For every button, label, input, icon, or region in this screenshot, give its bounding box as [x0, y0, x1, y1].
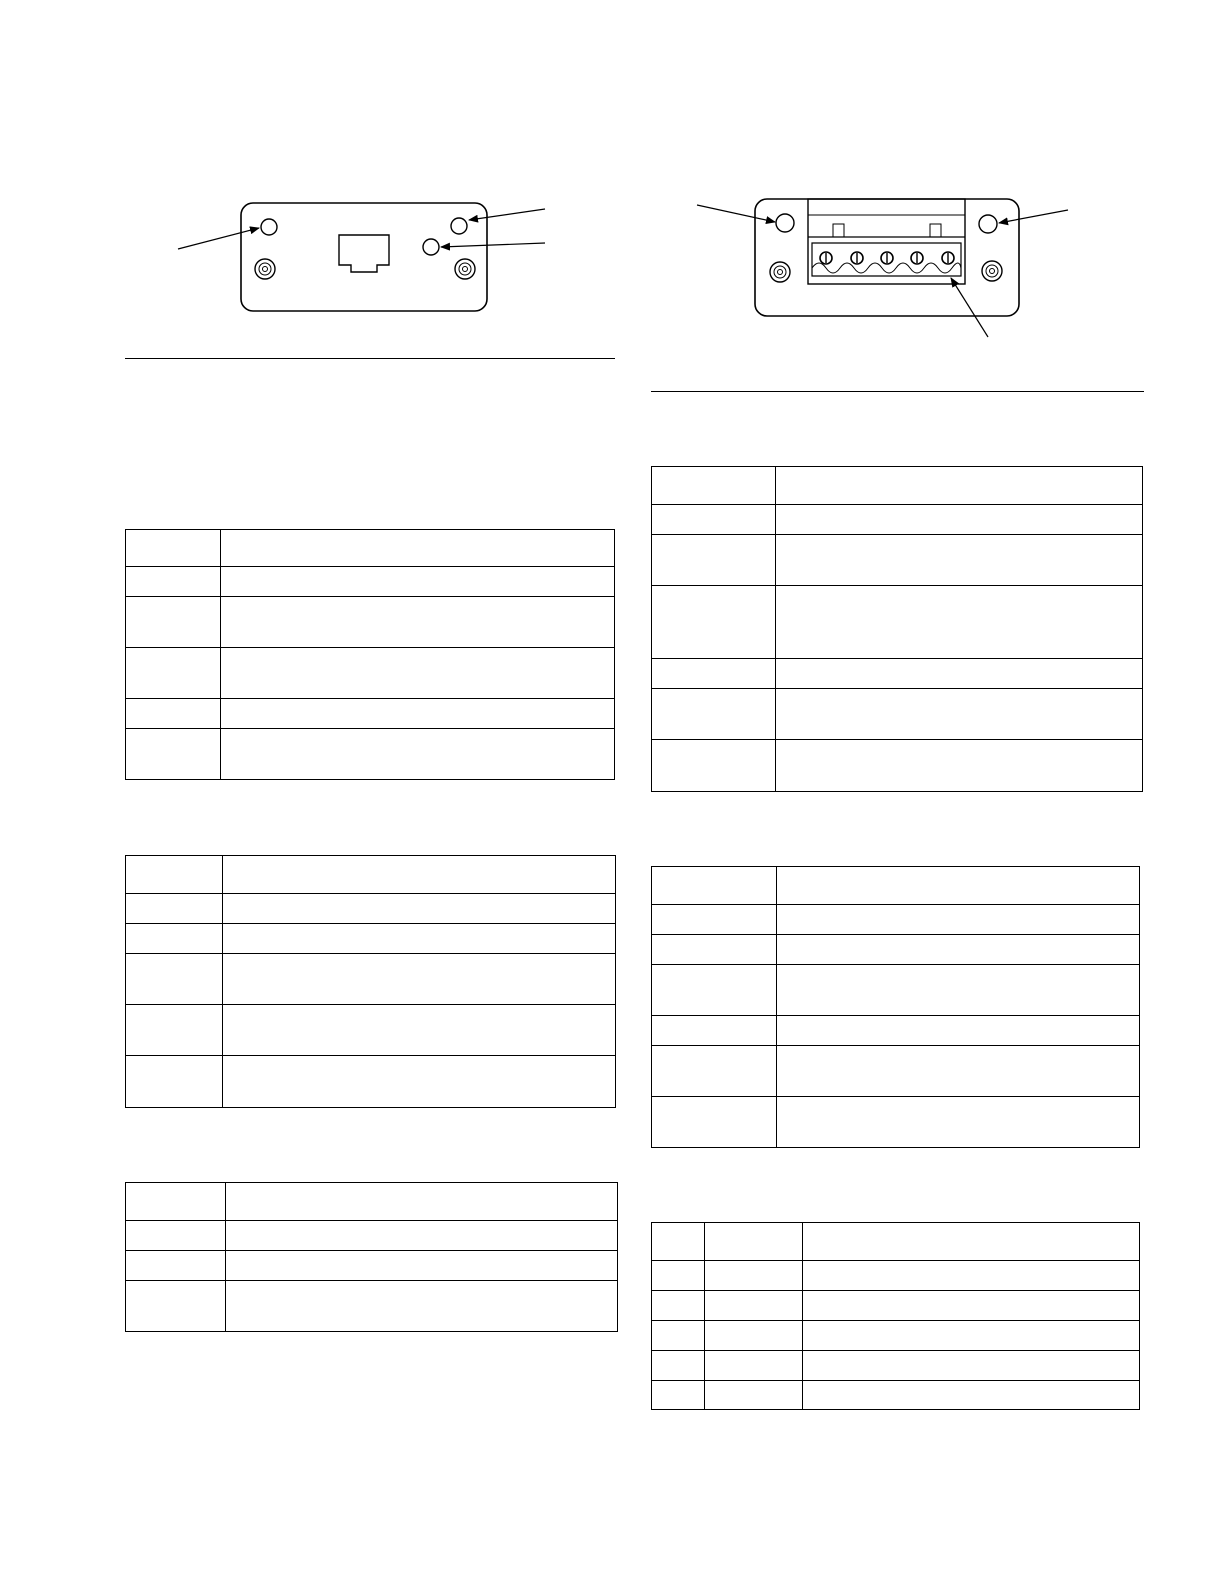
- table-cell: [705, 1351, 803, 1381]
- table-row: [652, 1016, 1140, 1046]
- table-row: [652, 1261, 1140, 1291]
- table-header-row: [652, 867, 1140, 905]
- table-cell: [126, 856, 223, 894]
- table-header-row: [126, 856, 616, 894]
- right-table-2: [651, 866, 1140, 1148]
- callout-arrow-left: [178, 228, 259, 249]
- table-row: [126, 648, 615, 699]
- terminal-block-module-diagram: [612, 0, 1224, 360]
- table-cell: [652, 659, 776, 689]
- table-cell: [776, 467, 1143, 505]
- table-cell: [803, 1291, 1140, 1321]
- table-cell: [126, 567, 221, 597]
- table-cell: [126, 954, 223, 1005]
- table-row: [652, 740, 1143, 792]
- callout-arrow-right-top: [469, 209, 545, 220]
- table-row: [126, 1056, 616, 1108]
- table-cell: [652, 586, 776, 659]
- table-row: [652, 1097, 1140, 1148]
- table-cell: [652, 1223, 705, 1261]
- table-row: [652, 535, 1143, 586]
- table-row: [652, 965, 1140, 1016]
- table-header-row: [652, 1223, 1140, 1261]
- table-cell: [126, 1251, 226, 1281]
- table-row: [126, 924, 616, 954]
- left-table-3: [125, 1182, 618, 1332]
- table-cell: [652, 1351, 705, 1381]
- table-cell: [777, 1046, 1140, 1097]
- table-cell: [705, 1291, 803, 1321]
- led-right-top: [451, 218, 467, 234]
- table-cell: [126, 729, 221, 780]
- screw-right-icon: [982, 261, 1002, 281]
- table-cell: [226, 1183, 618, 1221]
- table-cell: [126, 1005, 223, 1056]
- screw-left-icon: [255, 259, 275, 279]
- screw-right-icon: [455, 259, 475, 279]
- table-cell: [803, 1321, 1140, 1351]
- left-table-2: [125, 855, 616, 1108]
- section-divider-left: [125, 358, 615, 359]
- table-cell: [126, 1183, 226, 1221]
- table-cell: [777, 965, 1140, 1016]
- table-cell: [652, 1261, 705, 1291]
- table-cell: [652, 905, 777, 935]
- table-cell: [777, 1016, 1140, 1046]
- callout-arrow-right: [999, 210, 1068, 223]
- table-cell: [652, 505, 776, 535]
- led-left: [776, 214, 794, 232]
- table-cell: [221, 699, 615, 729]
- table-cell: [126, 699, 221, 729]
- table-cell: [776, 535, 1143, 586]
- table-cell: [652, 867, 777, 905]
- table-cell: [803, 1351, 1140, 1381]
- table-row: [652, 659, 1143, 689]
- table-cell: [705, 1321, 803, 1351]
- module-faceplate: [241, 203, 487, 311]
- table-row: [126, 1251, 618, 1281]
- led-left: [261, 219, 277, 235]
- table-row: [652, 586, 1143, 659]
- table-cell: [652, 740, 776, 792]
- table-cell: [221, 530, 615, 567]
- table-row: [652, 689, 1143, 740]
- table-row: [652, 935, 1140, 965]
- terminal-screw-1-icon: [820, 252, 832, 264]
- table-cell: [223, 954, 616, 1005]
- table-cell: [652, 1291, 705, 1321]
- table-cell: [705, 1381, 803, 1410]
- table-cell: [777, 1097, 1140, 1148]
- right-table-3: [651, 1222, 1140, 1410]
- table-cell: [221, 567, 615, 597]
- table-cell: [652, 467, 776, 505]
- table-cell: [777, 867, 1140, 905]
- terminal-screw-3-icon: [881, 252, 893, 264]
- led-right-bottom: [423, 239, 439, 255]
- screw-left-icon: [770, 262, 790, 282]
- table-cell: [226, 1221, 618, 1251]
- table-cell: [652, 1016, 777, 1046]
- table-cell: [223, 856, 616, 894]
- table-cell: [221, 597, 615, 648]
- led-right: [979, 215, 997, 233]
- table-cell: [221, 648, 615, 699]
- table-cell: [223, 894, 616, 924]
- table-cell: [126, 1056, 223, 1108]
- table-cell: [223, 924, 616, 954]
- table-cell: [652, 689, 776, 740]
- table-row: [652, 1046, 1140, 1097]
- table-cell: [776, 505, 1143, 535]
- table-cell: [652, 1381, 705, 1410]
- table-cell: [705, 1223, 803, 1261]
- rj45-port: [339, 235, 389, 272]
- callout-arrow-right-bottom: [441, 243, 545, 247]
- table-cell: [705, 1261, 803, 1291]
- table-row: [126, 699, 615, 729]
- table-row: [652, 1381, 1140, 1410]
- callout-arrow-terminal: [951, 278, 988, 337]
- table-cell: [126, 1281, 226, 1332]
- table-cell: [803, 1223, 1140, 1261]
- table-row: [126, 729, 615, 780]
- table-cell: [803, 1381, 1140, 1410]
- terminal-screw-4-icon: [911, 252, 923, 264]
- table-row: [126, 954, 616, 1005]
- table-cell: [126, 1221, 226, 1251]
- table-cell: [221, 729, 615, 780]
- table-row: [652, 1291, 1140, 1321]
- table-cell: [652, 1321, 705, 1351]
- table-cell: [652, 935, 777, 965]
- terminal-screw-5-icon: [942, 252, 954, 264]
- table-cell: [226, 1281, 618, 1332]
- table-cell: [226, 1251, 618, 1281]
- table-cell: [776, 586, 1143, 659]
- table-row: [126, 894, 616, 924]
- table-cell: [223, 1005, 616, 1056]
- table-row: [126, 1005, 616, 1056]
- table-cell: [652, 1046, 777, 1097]
- rj45-module-diagram: [0, 0, 612, 340]
- table-cell: [126, 894, 223, 924]
- left-table-1: [125, 529, 615, 780]
- table-cell: [803, 1261, 1140, 1291]
- table-cell: [126, 924, 223, 954]
- table-cell: [777, 935, 1140, 965]
- table-header-row: [126, 1183, 618, 1221]
- table-cell: [776, 659, 1143, 689]
- table-row: [126, 1281, 618, 1332]
- table-row: [652, 905, 1140, 935]
- terminal-block: [808, 199, 965, 284]
- table-header-row: [652, 467, 1143, 505]
- table-cell: [126, 648, 221, 699]
- section-divider-right: [651, 391, 1144, 392]
- table-row: [126, 597, 615, 648]
- table-cell: [776, 740, 1143, 792]
- table-cell: [652, 1097, 777, 1148]
- table-header-row: [126, 530, 615, 567]
- table-cell: [126, 597, 221, 648]
- right-table-1: [651, 466, 1143, 792]
- callout-arrow-left: [697, 205, 775, 222]
- terminal-screw-2-icon: [851, 252, 863, 264]
- table-cell: [776, 689, 1143, 740]
- table-cell: [652, 965, 777, 1016]
- table-cell: [652, 535, 776, 586]
- table-cell: [777, 905, 1140, 935]
- table-row: [652, 1321, 1140, 1351]
- table-cell: [126, 530, 221, 567]
- table-row: [126, 567, 615, 597]
- table-row: [652, 1351, 1140, 1381]
- table-cell: [223, 1056, 616, 1108]
- table-row: [126, 1221, 618, 1251]
- table-row: [652, 505, 1143, 535]
